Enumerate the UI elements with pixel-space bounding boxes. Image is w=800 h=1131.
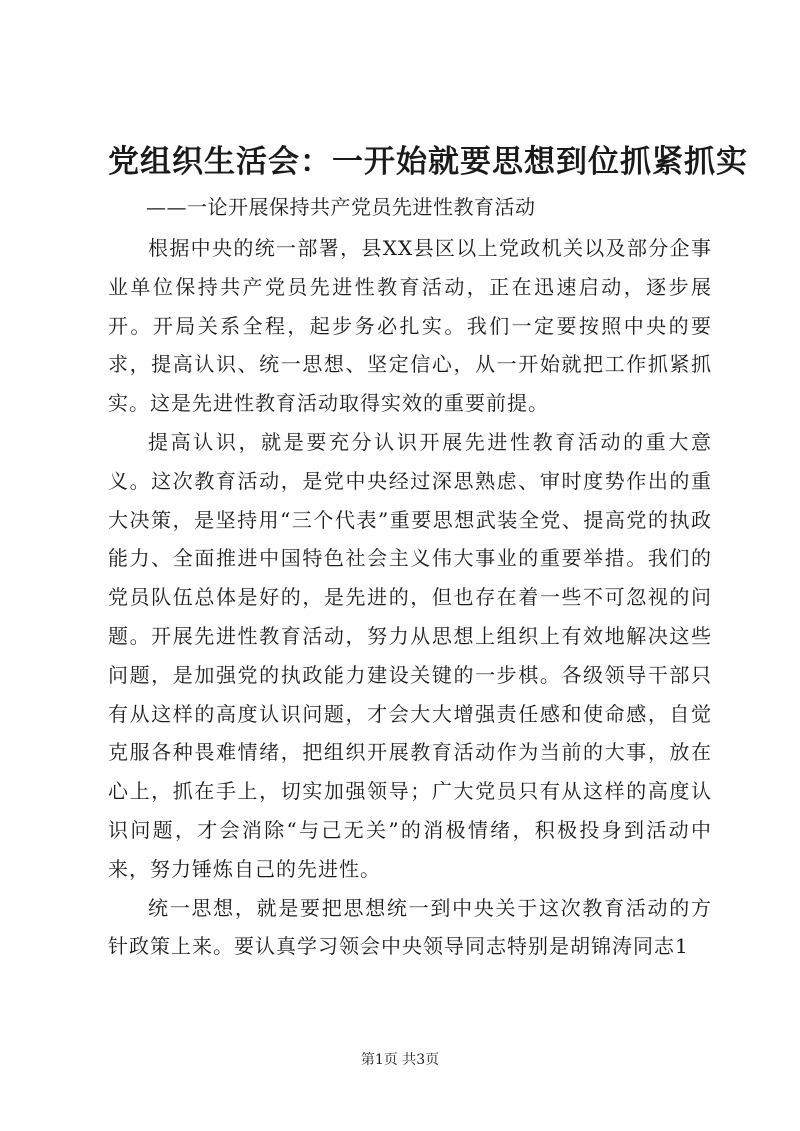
paragraph: 统一思想，就是要把思想统一到中央关于这次教育活动的方针政策上来。要认真学习领会中央领导同志特别是胡锦涛同志1 — [108, 895, 712, 959]
document-subtitle: ——一论开展保持共产党员先进性教育活动 — [146, 195, 536, 219]
document-body — [108, 229, 712, 966]
paragraph: 根据中央的统一部署，县XX县区以上党政机关以及部分企事业单位保持共产党员先进性教育活动，正在迅速启动，逐步展开。开局关系全程，起步务必扎实。我们一定要按照中央的要求，提高认识、统一思想、坚定信心，从一开始就把工作抓紧抓实。这是先进性教育活动取得实效的重要前提。 — [108, 236, 712, 416]
document-title: 党组织生活会：一开始就要思想到位抓紧抓实 — [108, 144, 748, 180]
page-number-footer: 第1页 共3页 — [360, 1052, 440, 1068]
paragraph: 提高认识，就是要充分认识开展先进性教育活动的重大意义。这次教育活动，是党中央经过深思熟虑、审时度势作出的重大决策，是坚持用“三个代表”重要思想武装全党、提高党的执政能力、全面推进中国特色社会主义伟大事业的重要举措。我们的党员队伍总体是好的，是先进的，但也存在着一些不可忽视的问题。开展先进性教育活动，努力从思想上组织上有效地解决这些问题，是加强党的执政能力建设关键的一步棋。各级领导干部只有从这样的高度认识问题，才会大大增强责任感和使命感，自觉克服各种畏难情绪，把组织开展教育活动作为当前的大事，放在心上，抓在手上，切实加强领导；广大党员只有从这样的高度认识问题，才会消除“与己无关”的消极情绪，积极投身到活动中来，努力锤炼自己的先进性。 — [108, 429, 712, 881]
